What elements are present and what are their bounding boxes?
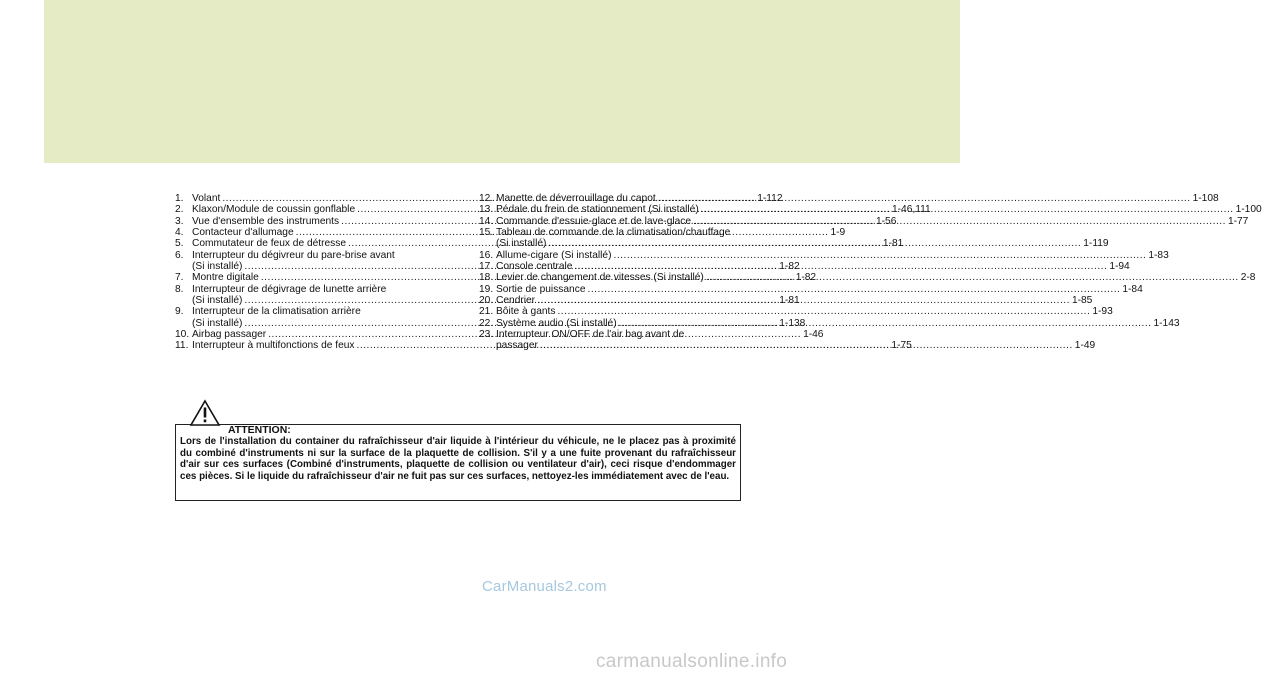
toc-item-label: Bôite à gants xyxy=(496,306,556,318)
toc-item-page: 1-75 xyxy=(891,340,912,352)
toc-item-label: Vue d'ensemble des instruments xyxy=(192,215,340,227)
footer-logo-text: carmanualsonline.info xyxy=(596,651,788,672)
toc-item-label: Tableau de commande de la climatisation/chauffage xyxy=(496,227,731,239)
toc-leader xyxy=(574,261,1107,272)
toc-item-label: Interrupteur de dégivrage de lunette arrière xyxy=(192,283,387,295)
toc-item-label-cont: passager xyxy=(496,340,538,352)
toc-item xyxy=(479,283,1143,295)
toc-leader xyxy=(540,340,1073,351)
toc-item-page: 1-77 xyxy=(1227,215,1249,227)
toc-item-page: 1-46 xyxy=(803,329,824,341)
toc-leader xyxy=(587,284,1120,295)
toc-item-page: 1-9 xyxy=(830,227,846,239)
toc-item-page: 1-100 xyxy=(1235,204,1262,216)
toc-item-page: 1-143 xyxy=(1153,317,1180,329)
toc-item-number: 1. xyxy=(175,193,184,204)
toc-item-number: 12. xyxy=(479,193,494,204)
toc-item-page: 1-119 xyxy=(1083,238,1109,250)
toc-item-page: 1-82 xyxy=(795,272,817,284)
toc-item-page: 1-83 xyxy=(1148,249,1169,261)
toc-leader xyxy=(706,272,1239,283)
toc-item xyxy=(479,329,769,340)
toc-item-label: Manette de déverrouillage du capot xyxy=(496,193,656,204)
toc-leader xyxy=(537,295,1070,306)
toc-item-number: 4. xyxy=(175,227,184,239)
toc-item-label: Commande d'essuie-glace et de lave-glace xyxy=(496,215,692,227)
toc-item-number: 23. xyxy=(479,329,494,341)
toc-item-label-cont: (Si installé) xyxy=(192,317,243,329)
toc-item-number: 3. xyxy=(175,215,184,227)
toc-item-page: 1-81 xyxy=(779,295,800,307)
toc-item-page: 1-49 xyxy=(1074,340,1096,352)
toc-item-page: 1-94 xyxy=(1109,261,1130,273)
toc-item-number: 5. xyxy=(175,238,184,250)
toc-leader xyxy=(557,306,1090,317)
warning-title: ATTENTION: xyxy=(228,424,291,436)
toc-item-label: Pédale du frein de stationnement (Si installé) xyxy=(496,204,699,216)
header-band xyxy=(44,0,960,163)
toc-item-label: Interrupteur ON/OFF de l'air bag avant de xyxy=(496,329,685,341)
toc-item-label: Interrupteur à multifonctions de feux xyxy=(192,340,355,352)
toc-item-page: 1-46,111 xyxy=(892,204,931,216)
toc-item xyxy=(479,227,769,238)
toc-item-label: Console centrale xyxy=(496,261,573,273)
toc-item-number: 13. xyxy=(479,204,494,216)
toc-leader xyxy=(619,318,1152,329)
toc-leader xyxy=(701,204,1234,215)
toc-item-page: 1-85 xyxy=(1071,295,1093,307)
toc-item-number: 19. xyxy=(479,283,494,295)
toc-item-label: Commutateur de feux de détresse xyxy=(192,238,347,250)
toc-leader xyxy=(693,216,1226,227)
watermark-text: CarManuals2.com xyxy=(482,578,607,595)
toc-item-number: 6. xyxy=(175,249,184,261)
toc-item xyxy=(479,306,1113,318)
toc-item-page: 1-56 xyxy=(875,215,897,227)
toc-item-number: 14. xyxy=(479,215,494,227)
toc-item-number: 21. xyxy=(479,306,494,318)
toc-item-label-cont: (Si installé) xyxy=(192,295,243,307)
warning-triangle-icon xyxy=(190,400,220,426)
toc-leader xyxy=(548,238,1081,249)
toc-item-number: 2. xyxy=(175,204,184,216)
toc-item-page: 1-84 xyxy=(1122,283,1143,295)
toc-item-number: 10. xyxy=(175,329,190,341)
toc-item-label: Airbag passager xyxy=(192,329,267,341)
toc-item-label: Contacteur d'allumage xyxy=(192,227,294,239)
toc-item-label-cont: (Si installé) xyxy=(192,261,243,273)
toc-item-label: Cendrier xyxy=(496,295,536,307)
toc-item-number: 18. xyxy=(479,272,494,284)
toc-item-page: 1-93 xyxy=(1092,306,1113,318)
toc-item-label: Montre digitale xyxy=(192,272,259,284)
toc-item-number: 17. xyxy=(479,261,494,273)
toc-leader xyxy=(658,193,1191,204)
toc-item-label: Interrupteur de la climatisation arrière xyxy=(192,306,361,318)
toc-item-label: Interrupteur du dégivreur du pare-brise avant xyxy=(192,249,395,261)
warning-box xyxy=(175,424,741,501)
toc-item-page: 1-82 xyxy=(779,261,800,273)
toc-item-number: 8. xyxy=(175,283,184,295)
toc-leader xyxy=(614,250,1147,261)
toc-item-number: 16. xyxy=(479,249,494,261)
toc-item xyxy=(479,249,1169,261)
toc-item-page: 2-8 xyxy=(1240,272,1256,284)
toc-item-page: 1-138 xyxy=(779,317,806,329)
toc-item xyxy=(175,250,465,261)
toc-item-label: Système audio (Si installé) xyxy=(496,317,617,329)
toc-item-label-cont: (Si installé) xyxy=(496,238,547,250)
toc-item-number: 22. xyxy=(479,317,494,329)
toc-item xyxy=(175,306,465,317)
toc-item-number: 15. xyxy=(479,227,494,239)
toc-item-number: 20. xyxy=(479,295,494,307)
toc-item-label: Sortie de puissance xyxy=(496,283,586,295)
toc-item-label: Volant xyxy=(192,193,221,204)
toc-item-page: 1-81 xyxy=(882,238,904,250)
toc-item xyxy=(175,284,465,295)
toc-item-page: 1-112 xyxy=(757,193,783,204)
toc-item-number: 11. xyxy=(175,340,189,352)
warning-text: Lors de l'installation du container du rafraîchisseur d'air liquide à l'intérieur du véhicule, ne le placez pas à proximité du combiné d'instruments ni sur la surface de la plaquette de collision. S'il y a une fuite provenant du rafraîchisseur d'air sur ces surfaces (Combiné d'instruments, plaquette de collision ou ventilateur d'air), ceci risque d'endommager ces pièces. Si le liquide du rafraîchisseur d'air ne fuit pas sur ces surfaces, nettoyez-les immédiatement avec de l'eau. xyxy=(180,436,736,482)
toc-item-label: Klaxon/Module de coussin gonflable xyxy=(192,204,356,216)
toc-item-label: Allume-cigare (Si installé) xyxy=(496,249,612,261)
toc-item-label: Levier de changement de vitesses (Si installé) xyxy=(496,272,704,284)
toc-item-page: 1-108 xyxy=(1192,193,1219,204)
toc-item-number: 7. xyxy=(175,272,184,284)
toc-item-number: 9. xyxy=(175,306,184,318)
